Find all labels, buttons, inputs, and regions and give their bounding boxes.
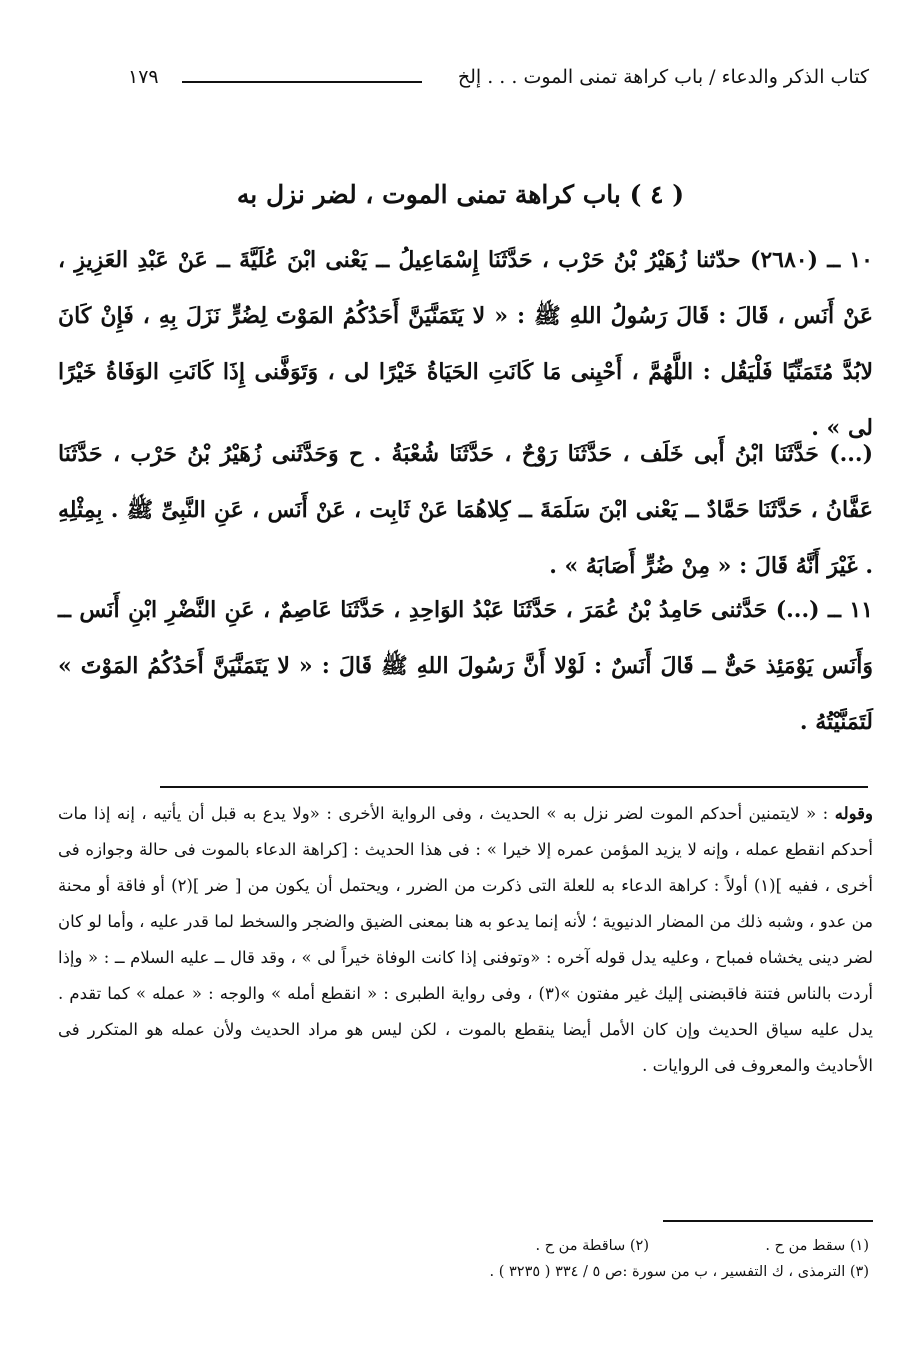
commentary-divider <box>160 786 868 788</box>
footnote-3: (٣) الترمذى ، ك التفسير ، ب من سورة :ص ٥ / ٣٣٤ ( ٣٢٣٥ ) . <box>489 1264 869 1280</box>
hadith-paragraph-1: ١٠ ــ (٢٦٨٠) حدّثنا زُهَيْرُ بْنُ حَرْب ، حَدَّثَنَا إِسْمَاعِيلُ ــ يَعْنى ابْنَ عُلَيَّةَ ــ عَنْ عَبْدِ العَزِيزِ ، عَنْ أَنَس ، قَالَ : قَالَ رَسُولُ اللهِ ﷺ : « لا يَتَمَنَّيَنَّ أَحَدُكُمُ المَوْتَ لِضُرٍّ نَزَلَ بِهِ ، فَإِنْ كَانَ لابُدَّ مُتَمَنِّيًا فَلْيَقُل : اللَّهُمَّ ، أَحْيِنى مَا كَانَتِ الحَيَاةُ خَيْرًا لى ، وَتَوَفَّنى إِذَا كَانَتِ الوَفَاةُ خَيْرًا لى » . <box>58 247 873 441</box>
chapter-heading: ( ٤ ) باب كراهة تمنى الموت ، لضر نزل به <box>236 180 685 209</box>
hadith-paragraph-2: (...) حَدَّثَنَا ابْنُ أَبى خَلَف ، حَدَّثَنَا رَوْحٌ ، حَدَّثَنَا شُعْبَةُ . ح وَحَدَّثَنى زُهَيْرُ بْنُ حَرْب ، حَدَّثَنَا عَفَّانُ ، حَدَّثَنَا حَمَّادٌ ــ يَعْنى ابْنَ سَلَمَةَ ــ كِلاهُمَا عَنْ ثَابِت ، عَنْ أَنَس ، عَنِ النَّبِىِّ ﷺ . بِمِثْلِهِ . غَيْرَ أَنَّهُ قَالَ : « مِنْ ضُرٍّ أَصَابَهُ » . <box>58 441 873 579</box>
commentary-block <box>58 796 873 1084</box>
page-number: ١٧٩ <box>128 66 159 88</box>
hadith-paragraph-3: ١١ ــ (...) حَدَّثنى حَامِدُ بْنُ عُمَرَ ، حَدَّثَنَا عَبْدُ الوَاحِدِ ، حَدَّثَنَا عَاصِمٌ ، عَنِ النَّضْرِ ابْنِ أَنَس ــ وَأَنَس يَوْمَئِذ حَىٌّ ــ قَالَ أَنَسٌ : لَوْلا أَنَّ رَسُولَ اللهِ ﷺ قَالَ : « لا يَتَمَنَّيَنَّ أَحَدُكُمُ المَوْتَ » لَتَمَنَّيْتُهُ . <box>58 597 873 735</box>
footnote-1: (١) سقط من ح . <box>765 1238 869 1254</box>
footnote-divider <box>663 1220 873 1222</box>
commentary-text: : « لايتمنين أحدكم الموت لضر نزل به » الحديث ، وفى الرواية الأخرى : «ولا يدع به قبل أن يأتيه ، إنه إذا مات أحدكم انقطع عمله ، وإنه لا يزيد المؤمن عمره إلا خيرا » : فى هذا الحديث : [كراهة الدعاء بالموت فى حالة وجوازه فى أخرى ، ففيه ](١) أولاً : كراهة الدعاء به للعلة التى ذكرت من الضرر ، ويحتمل أن يكون من [ ضر ](٢) أو فاقة أو محنة من عدو ، وشبه ذلك من المضار الدنيوية ؛ لأنه إنما يدعو به هنا بمعنى الضيق والضجر والسخط لما قدر عليه ، وأما لو كان لضر دينى يخشاه فمباح ، وعليه يدل قوله آخره : «وتوفنى إذا كانت الوفاة خيراً لى » ، وقد قال ــ عليه السلام ــ : « وإذا أردت بالناس فتنة فاقبضنى إليك غير مفتون »(٣) ، وفى رواية الطبرى : « انقطع أمله » والوجه : « عمله » كما تقدم . يدل عليه سياق الحديث وإن كان الأمل أيضا ينقطع بالموت ، لكن ليس هو مراد الحديث ولأن عمله هو المتكرر فى الأحاديث والمعروف فى الروايات . <box>58 804 874 1075</box>
commentary-lead: وقوله <box>834 804 873 823</box>
footnote-2: (٢) ساقطة من ح . <box>535 1238 649 1254</box>
header-rule <box>182 81 422 83</box>
running-header-title: كتاب الذكر والدعاء / باب كراهة تمنى الموت . . . إلخ <box>457 66 869 88</box>
